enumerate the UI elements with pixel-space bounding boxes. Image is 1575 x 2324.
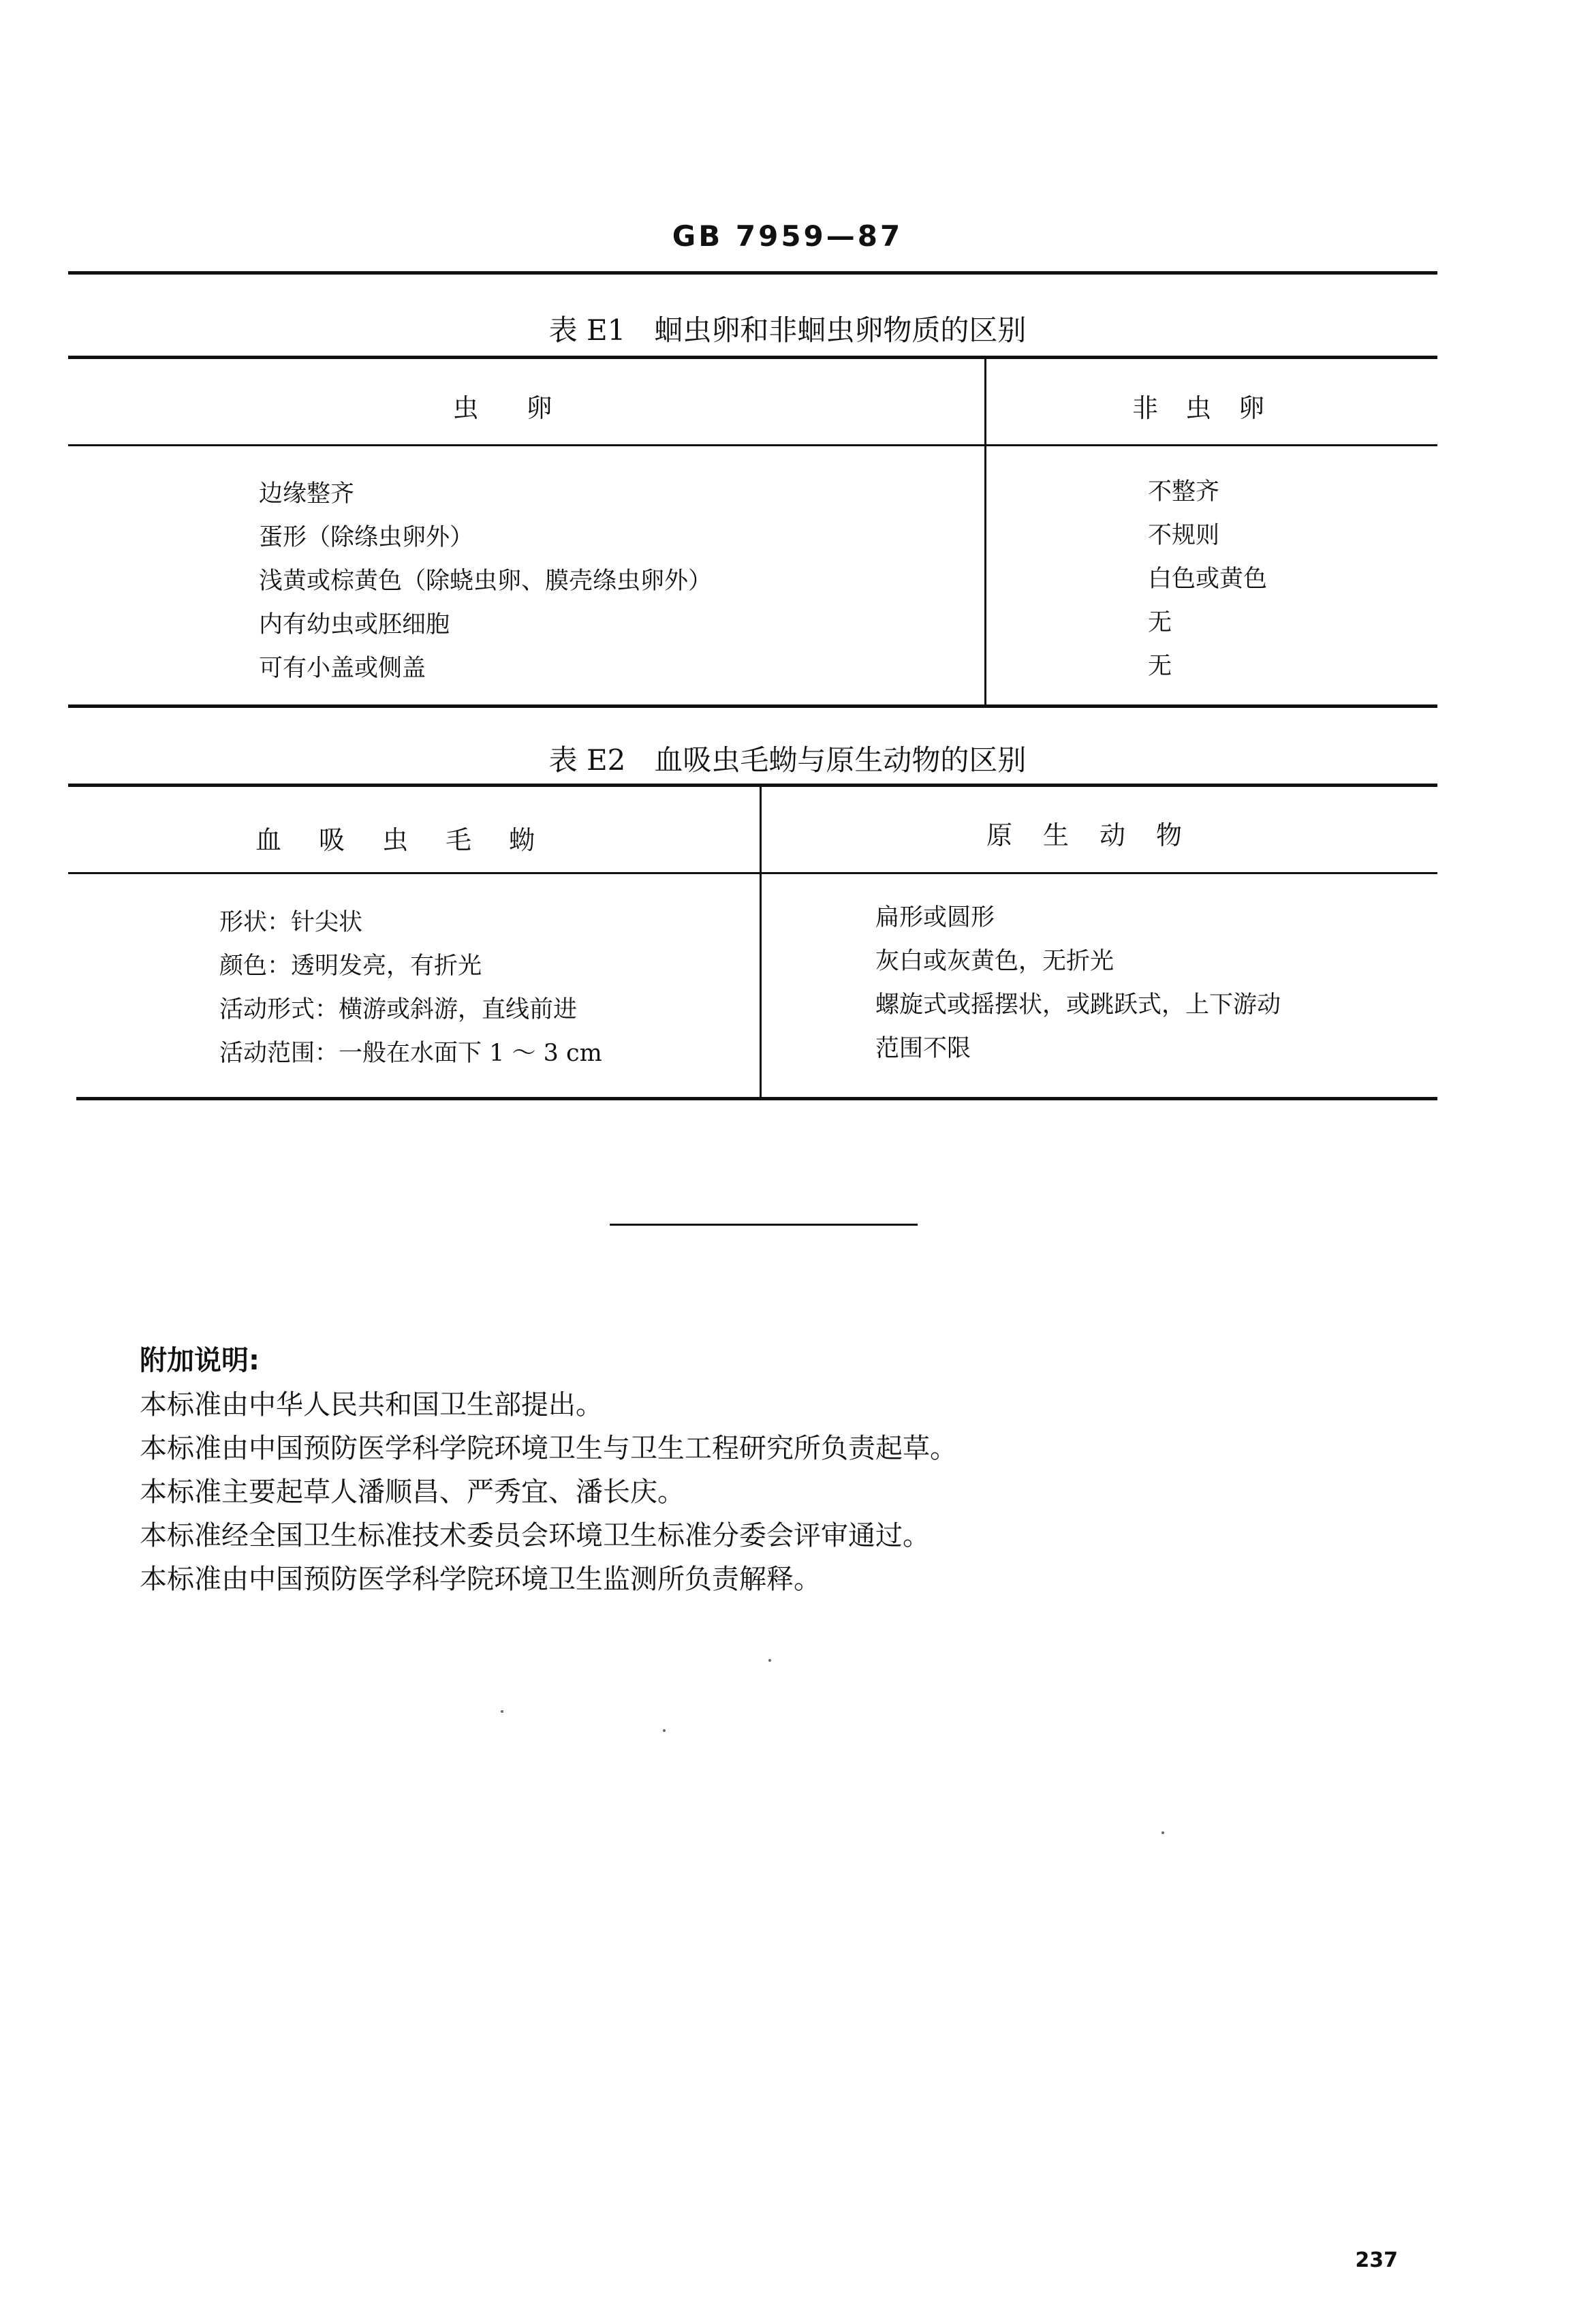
table-e1-right-cell xyxy=(1148,470,1267,688)
table-e2-right-row: 灰白或灰黄色，无折光 xyxy=(875,948,1114,975)
table-e2-left-row: 形状：针尖状 xyxy=(219,909,363,936)
table-e1-right-row: 白色或黄色 xyxy=(1148,565,1268,593)
scan-speck xyxy=(663,1729,666,1732)
table-e2-bottom-rule xyxy=(76,1097,1437,1100)
table-e1-left-row: 内有幼虫或胚细胞 xyxy=(259,611,450,638)
table-e1-col-left: 虫卵 xyxy=(452,393,600,423)
table-e1-right-row: 不规则 xyxy=(1148,522,1220,549)
table-e2-left-row: 活动形式：横游或斜游，直线前进 xyxy=(219,996,578,1023)
table-e2-head-rule xyxy=(68,872,1437,874)
notes-title: 附加说明: xyxy=(140,1345,260,1376)
document-code: GB 7959—87 xyxy=(672,219,903,253)
table-e1-bottom-rule xyxy=(68,704,1437,708)
table-e2-divider xyxy=(760,785,762,1098)
table-e2-left-row: 颜色：透明发亮，有折光 xyxy=(219,952,482,980)
table-e2-right-row: 扁形或圆形 xyxy=(875,904,995,931)
table-e1-right-row: 不整齐 xyxy=(1148,478,1220,506)
notes-line: 本标准由中国预防医学科学院环境卫生与卫生工程研究所负责起草。 xyxy=(140,1433,957,1464)
scan-speck xyxy=(1161,1831,1164,1834)
table-e2-caption: 表 E2 血吸虫毛蚴与原生动物的区别 xyxy=(548,743,1027,777)
table-e2-left-cell xyxy=(219,901,602,1075)
notes-line: 本标准经全国卫生标准技术委员会环境卫生标准分委会评审通过。 xyxy=(140,1520,930,1551)
table-e2-col-right: 原生动物 xyxy=(986,820,1213,850)
table-e1-left-row: 边缘整齐 xyxy=(259,480,355,508)
table-e1-right-row: 无 xyxy=(1148,653,1172,680)
header-rule xyxy=(68,271,1437,275)
table-e1-left-cell xyxy=(259,472,712,690)
scan-speck xyxy=(768,1659,771,1662)
table-e1-left-row: 蛋形（除绦虫卵外） xyxy=(259,524,474,551)
table-e1-top-rule xyxy=(68,356,1437,359)
table-e2-right-row: 螺旋式或摇摆状，或跳跃式，上下游动 xyxy=(875,991,1281,1019)
table-e1-head-rule xyxy=(68,444,1437,446)
table-e2-top-rule xyxy=(68,784,1437,787)
notes-line: 本标准由中华人民共和国卫生部提出。 xyxy=(140,1389,603,1421)
page-number: 237 xyxy=(1355,2248,1398,2272)
notes-line: 本标准由中国预防医学科学院环境卫生监测所负责解释。 xyxy=(140,1564,821,1595)
table-e1-divider xyxy=(984,357,986,706)
end-rule xyxy=(610,1224,918,1226)
table-e2-right-cell xyxy=(875,896,1281,1070)
table-e2-right-row: 范围不限 xyxy=(875,1035,971,1062)
table-e1-left-row: 浅黄或棕黄色（除蛲虫卵、膜壳绦虫卵外） xyxy=(259,568,713,595)
notes-line: 本标准主要起草人潘顺昌、严秀宜、潘长庆。 xyxy=(140,1476,685,1508)
table-e1-left-row: 可有小盖或侧盖 xyxy=(259,655,426,682)
table-e2-col-left: 血吸虫毛蚴 xyxy=(255,825,572,855)
scan-speck xyxy=(501,1710,503,1713)
table-e2-left-row: 活动范围：一般在水面下 1 ～ 3 cm xyxy=(219,1040,602,1067)
notes-body xyxy=(140,1383,957,1601)
table-e1-col-right: 非虫卵 xyxy=(1132,393,1292,423)
table-e1-right-row: 无 xyxy=(1148,609,1172,636)
table-e1-caption: 表 E1 蛔虫卵和非蛔虫卵物质的区别 xyxy=(548,313,1027,347)
